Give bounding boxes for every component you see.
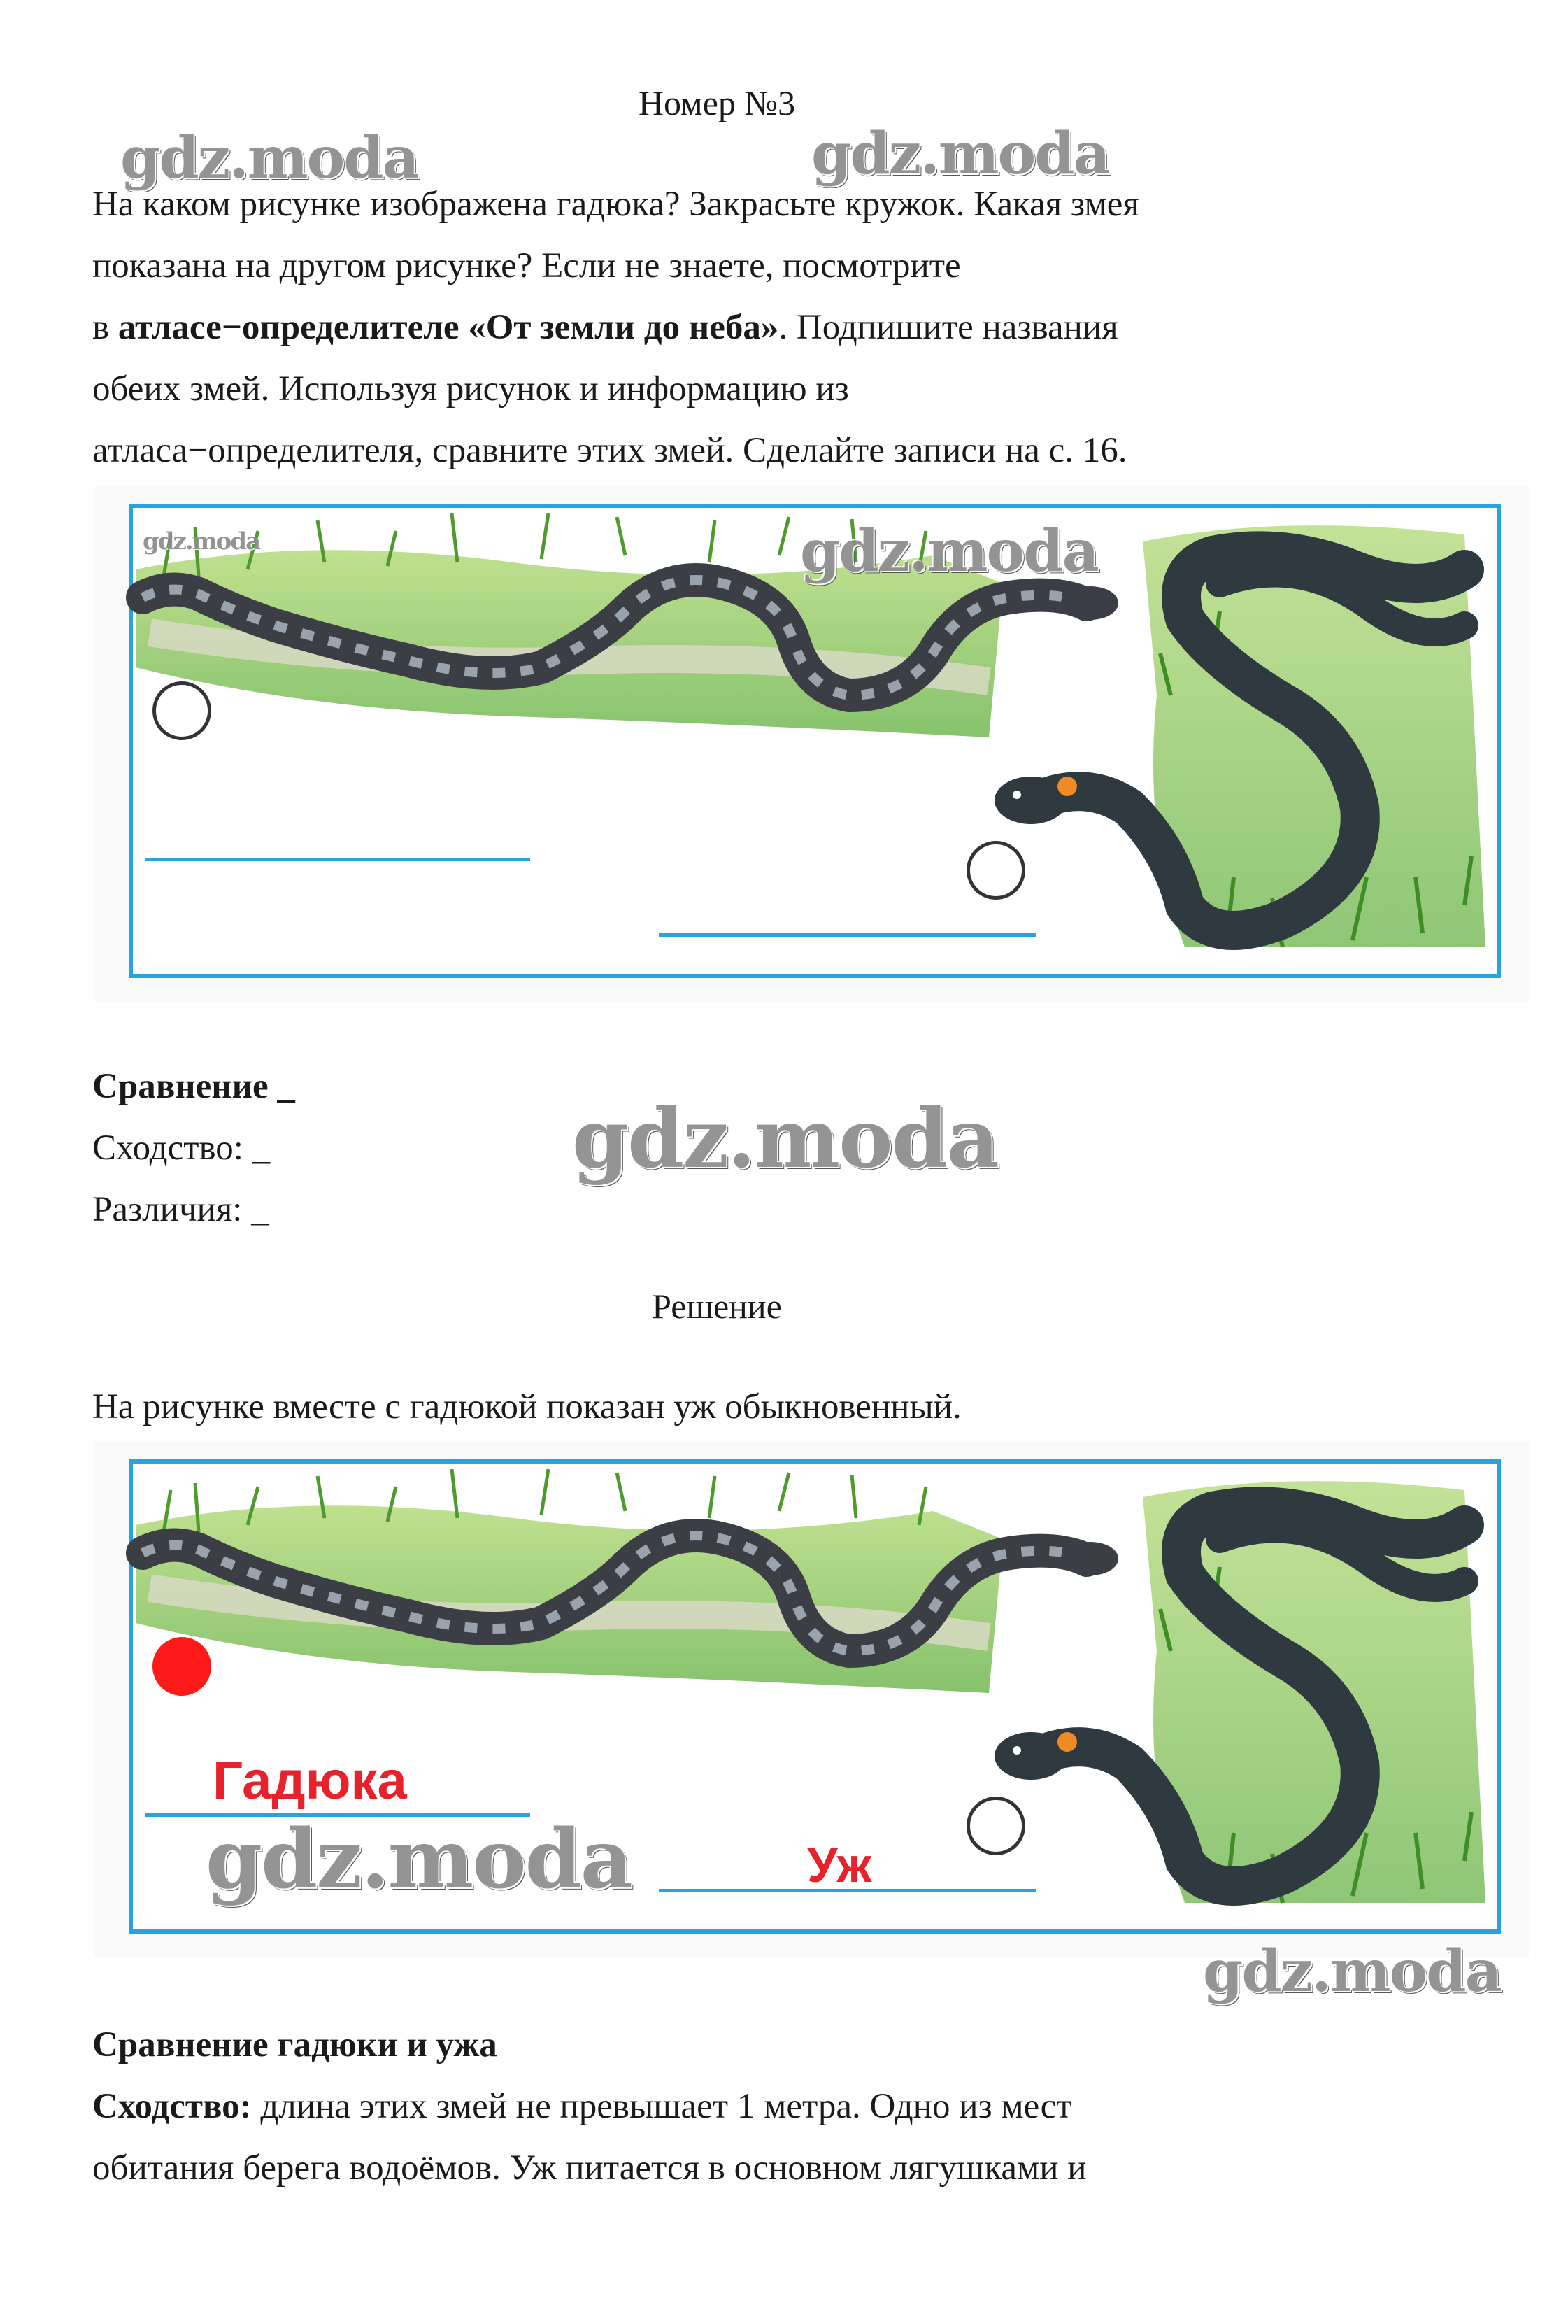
comparison-heading: Сравнение _: [92, 1067, 295, 1106]
solution-comparison-heading: Сравнение гадюки и ужа: [92, 2025, 497, 2064]
watermark: gdz.moda: [800, 518, 1098, 585]
page-title: Номер №3: [638, 83, 796, 122]
watermark: gdz.moda: [143, 527, 260, 555]
watermark: gdz.moda: [1203, 1938, 1501, 2005]
answer-circle-grass-snake[interactable]: [967, 841, 1025, 900]
task-figure: [94, 486, 1529, 1002]
answer-circle-grass-snake[interactable]: [967, 1797, 1025, 1855]
watermark: gdz.moda: [206, 1812, 632, 1907]
solution-intro: На рисунке вместе с гадюкой показан уж обыкновенный.: [92, 1387, 962, 1426]
watermark: gdz.moda: [120, 125, 418, 192]
task-line-4: обеих змей. Используя рисунок и информацию из: [92, 369, 849, 409]
task-line-2: показана на другом рисунке? Если не знаете, посмотрите: [92, 246, 961, 285]
answer-line-grass-snake[interactable]: [659, 933, 1036, 937]
similarity-label: Сходство:: [92, 2087, 252, 2126]
answer-circle-viper-filled[interactable]: [152, 1637, 211, 1696]
task-line-5: атласа−определителя, сравните этих змей. Сделайте записи на с. 16.: [92, 431, 1127, 470]
answer-line-viper[interactable]: [145, 858, 530, 861]
task-line-3: [92, 297, 1118, 358]
watermark: gdz.moda: [572, 1091, 998, 1186]
task-line-3-prefix: в: [92, 308, 118, 347]
similarity-text-1: длина этих змей не превышает 1 метра. Одно из мест: [251, 2087, 1072, 2126]
watermark: gdz.moda: [811, 120, 1109, 187]
solution-heading: Решение: [652, 1287, 782, 1326]
label-viper: Гадюка: [213, 1751, 407, 1811]
differences-blank: Различия: _: [92, 1190, 269, 1229]
solution-figure: [94, 1441, 1529, 1957]
similarity-blank: Сходство: _: [92, 1128, 271, 1168]
label-grass-snake: Уж: [807, 1838, 872, 1892]
atlas-title: атласе−определителе «От земли до неба»: [117, 308, 779, 347]
similarity-text-2: обитания берега водоёмов. Уж питается в основном лягушками и: [92, 2148, 1087, 2188]
solution-similarity: [92, 2086, 1072, 2127]
task-line-3-suffix: . Подпишите названия: [778, 308, 1118, 347]
answer-circle-viper[interactable]: [152, 681, 211, 740]
task-line-1: На каком рисунке изображена гадюка? Закрасьте кружок. Какая змея: [92, 185, 1139, 224]
